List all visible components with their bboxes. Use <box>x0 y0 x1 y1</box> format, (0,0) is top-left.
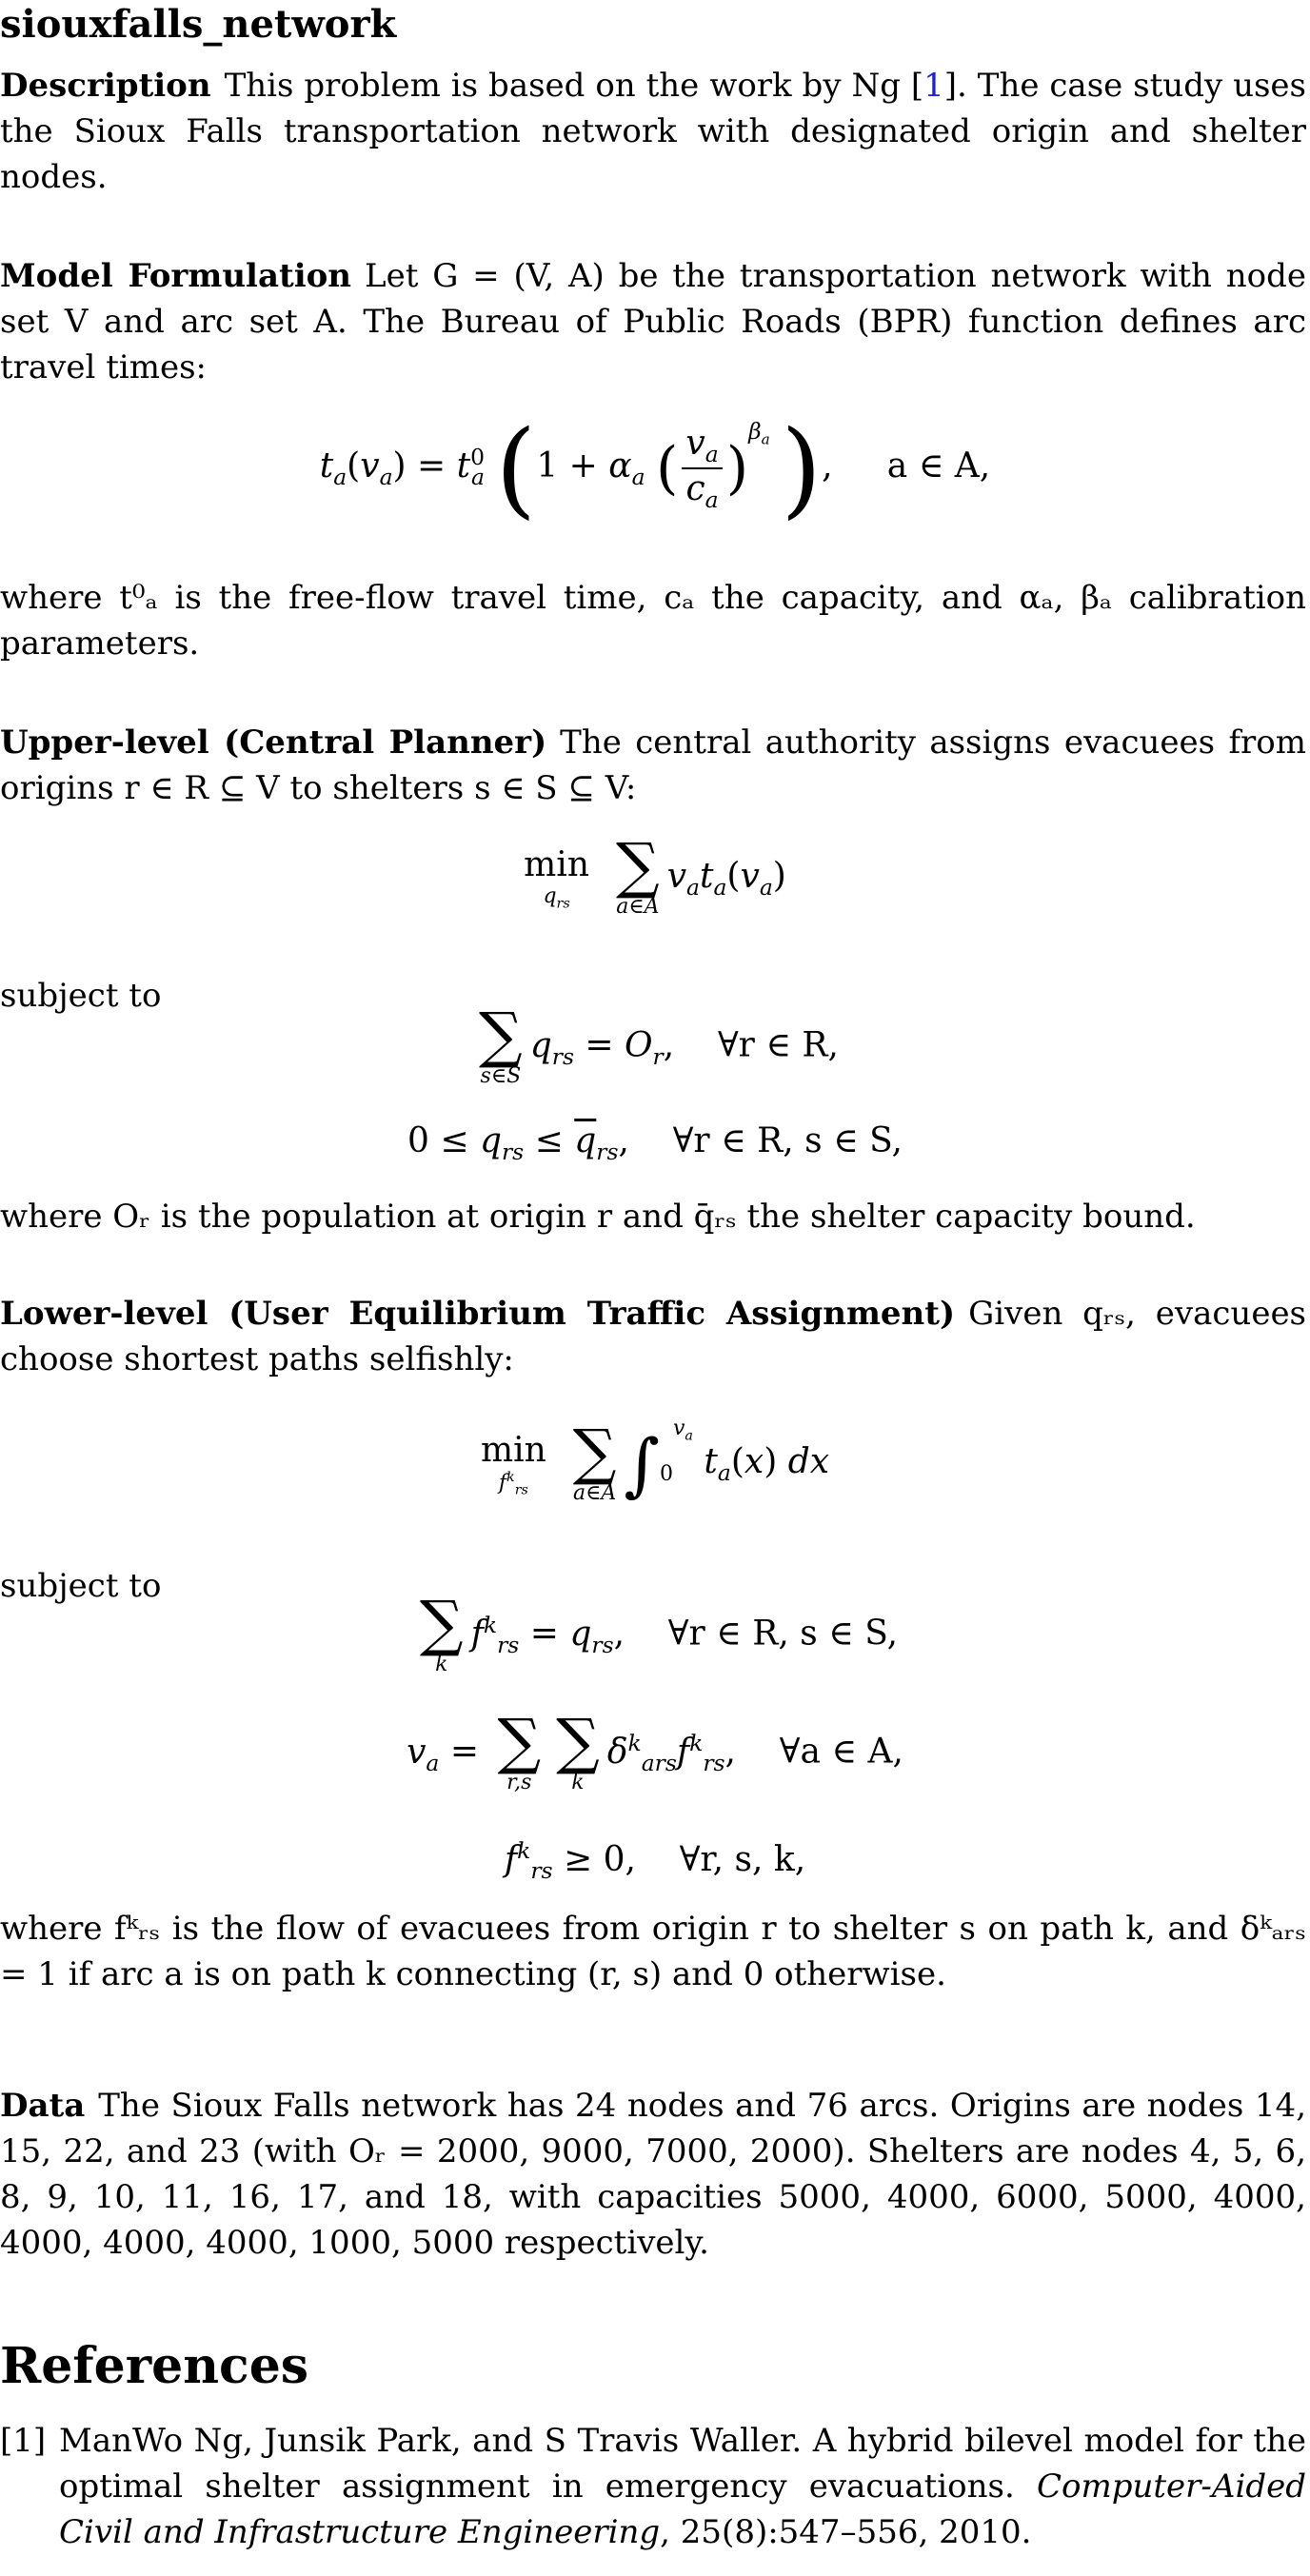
lower-constraint-2: $v_a$ = ∑ r,s ∑ k $\delta^k_{ars}f^k_{rs}$, ∀a ∈ A, <box>407 1707 903 1794</box>
upper-constraint-1: ∑ s∈S $q_{rs} = O_r$, ∀r ∈ R, <box>479 1001 839 1088</box>
lower-level-text: Given qᵣₛ, evacuees choose shortest paths selfishly: <box>0 1295 1307 1378</box>
description-text-a: This problem is based on the work by Ng [ <box>224 67 924 105</box>
upper-level-paragraph <box>0 720 1306 811</box>
model-after-text: where t⁰ₐ is the free-flow travel time, cₐ the capacity, and αₐ, βₐ calibration parameters. <box>0 579 1306 663</box>
lower-level-heading: Lower-level (User Equilibrium Traffic Assignment) <box>0 1295 956 1333</box>
upper-level-text: The central authority assigns evacuees from origins r ∈ R ⊆ V to shelters s ∈ S ⊆ V: <box>0 723 1306 807</box>
upper-constraint-2: $0 \le q_{rs} \le \overline{q}_{rs}$, ∀r ∈ R, s ∈ S, <box>407 1121 903 1166</box>
model-text: Let G = (V, A) be the transportation network with node set V and arc set A. The Bureau of Public Roads (BPR) function defines arc travel times: <box>0 257 1306 386</box>
citation-link[interactable]: 1 <box>923 67 944 105</box>
data-paragraph <box>0 2083 1306 2266</box>
lower-objective: min $f^k_{rs}$ ∑ a∈A $\int_0^{v_a}$ $t_a(x)$ dx <box>480 1417 830 1505</box>
lower-c1-condition: ∀r ∈ R, s ∈ S, <box>667 1614 899 1654</box>
model-heading: Model Formulation <box>0 257 352 295</box>
bpr-equation: $t_a(v_a) = t^0_a$ ($1 + \alpha_a$ ( $\frac{v_a}{c_a}$ )$^{\beta_a}$ ), a ∈ A, <box>319 407 991 529</box>
description-text-b: ]. The case study uses the Sioux Falls transportation network with designated origin and shelter nodes. <box>0 67 1306 196</box>
upper-c1-condition: ∀r ∈ R, <box>717 1025 839 1065</box>
data-heading: Data <box>0 2087 86 2125</box>
bpr-condition: a ∈ A, <box>886 446 991 485</box>
upper-objective: min $q_{rs}$ ∑ a∈A $v_at_a(v_a)$ <box>524 831 786 919</box>
page-title: siouxfalls_network <box>0 2 397 47</box>
lower-after-text: where fᵏᵣₛ is the flow of evacuees from origin r to shelter s on path k, and δᵏₐᵣₛ = 1 if arc a is on path k connecting (r, s) and 0 otherwise. <box>0 1910 1306 1993</box>
lower-subject-to: subject to <box>0 1567 162 1605</box>
lower-constraint-3: $f^k_{rs} \ge 0$, ∀r, s, k, <box>504 1837 806 1885</box>
upper-c2-condition: ∀r ∈ R, s ∈ S, <box>672 1121 903 1160</box>
lower-constraint-1: ∑ k $f^k_{rs} = q_{rs}$, ∀r ∈ R, s ∈ S, <box>419 1589 899 1676</box>
data-text: The Sioux Falls network has 24 nodes and 76 arcs. Origins are nodes 14, 15, 22, and 23 (with Oᵣ = 2000, 9000, 7000, 2000). Shelters are nodes 4, 5, 6, 8, 9, 10, 11, 16, 17, and 18, with capacities 5000, 4000, 6000, 5000, 4000, 4000, 4000, 4000, 1000, 5000 respectively. <box>0 2087 1306 2262</box>
reference-body <box>59 2418 1306 2555</box>
description-heading: Description <box>0 67 211 105</box>
references-heading: References <box>0 2337 309 2395</box>
reference-journal: Computer-Aided Civil and Infrastructure Engineering <box>59 2467 1306 2551</box>
lower-level-paragraph <box>0 1291 1306 1382</box>
lower-c3-condition: ∀r, s, k, <box>679 1840 806 1879</box>
model-paragraph <box>0 253 1306 390</box>
description-paragraph <box>0 63 1306 200</box>
reference-label: [1] <box>0 2422 47 2460</box>
lower-c2-condition: ∀a ∈ A, <box>779 1732 903 1772</box>
reference-authors: ManWo Ng, Junsik Park, and S Travis Waller. A hybrid bilevel model for the optimal shelter assignment in emergency evacuations. <box>59 2422 1306 2506</box>
upper-level-heading: Upper-level (Central Planner) <box>0 723 547 762</box>
upper-subject-to: subject to <box>0 977 162 1015</box>
upper-after-text: where Oᵣ is the population at origin r and q̄ᵣₛ the shelter capacity bound. <box>0 1198 1196 1236</box>
reference-details: , 25(8):547–556, 2010. <box>660 2513 1032 2551</box>
